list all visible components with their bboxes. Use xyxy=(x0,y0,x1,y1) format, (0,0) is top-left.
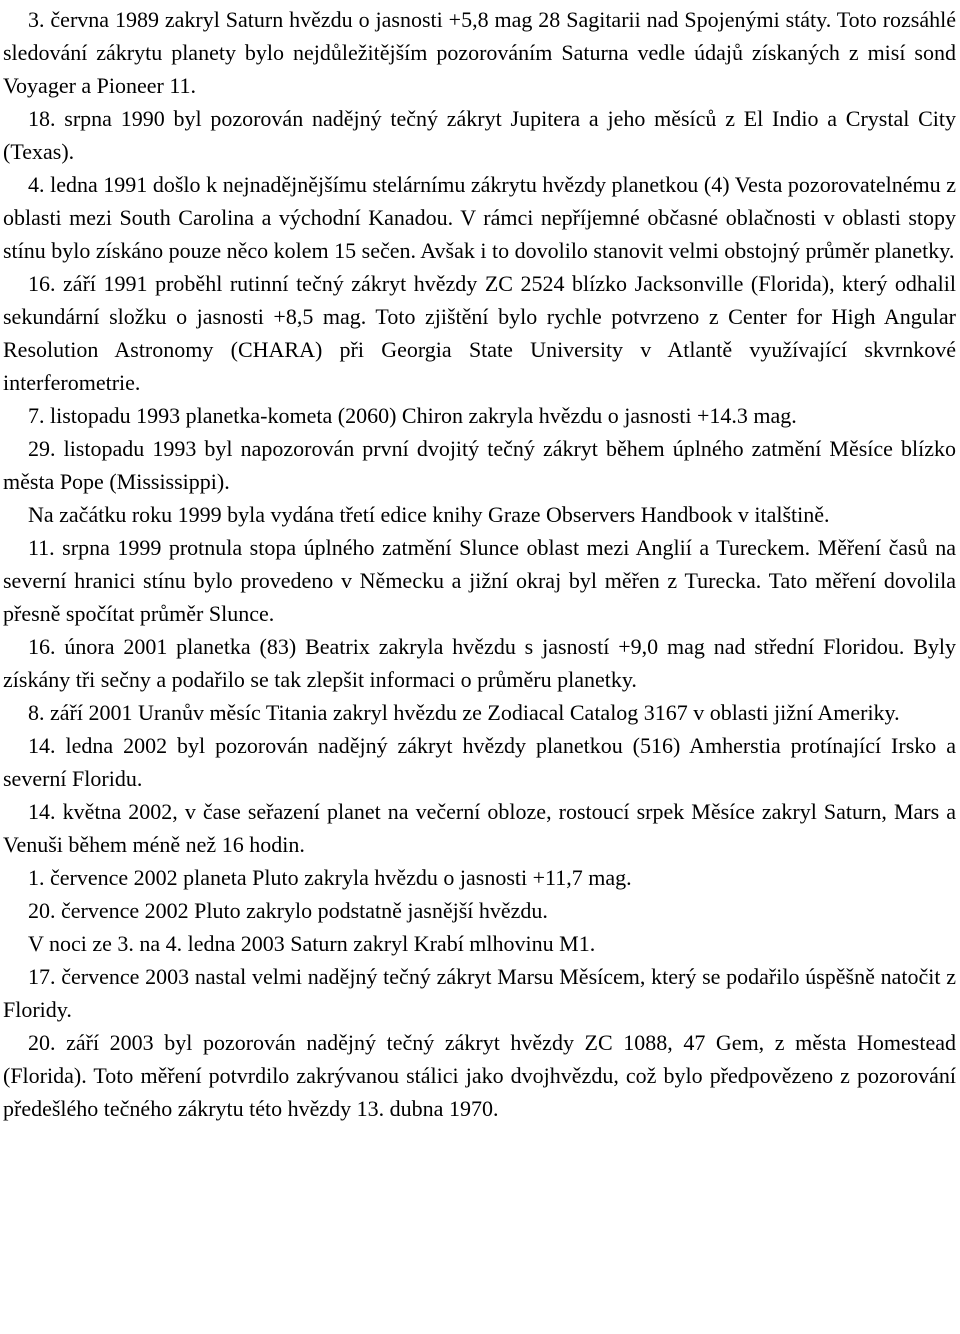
document-page xyxy=(3,3,956,1125)
paragraph-1991-zc2524: 16. září 1991 proběhl rutinní tečný zákryt hvězdy ZC 2524 blízko Jacksonville (Florida), který odhalil sekundární složku o jasnosti +8,5 mag. Toto zjištění bylo rychle potvrzeno z Center for High Angular Resolution Astronomy (CHARA) při Georgia State University v Atlantě využívající skvrnkové interferometrie. xyxy=(3,271,956,395)
paragraph-1993-double-graze: 29. listopadu 1993 byl napozorován první dvojitý tečný zákryt během úplného zatmění Měsíce blízko města Pope (Mississippi). xyxy=(3,436,956,494)
paragraph-2001-titania: 8. září 2001 Uranův měsíc Titania zakryl hvězdu ze Zodiacal Catalog 3167 v oblasti jižní Ameriky. xyxy=(28,700,900,725)
paragraph-2003-crab: V noci ze 3. na 4. ledna 2003 Saturn zakryl Krabí mlhovinu M1. xyxy=(28,931,596,956)
paragraph-1999-handbook: Na začátku roku 1999 byla vydána třetí edice knihy Graze Observers Handbook v italštině. xyxy=(28,502,830,527)
paragraph-1990-jupiter: 18. srpna 1990 byl pozorován nadějný tečný zákryt Jupitera a jeho měsíců z El Indio a Crystal City (Texas). xyxy=(3,106,956,164)
paragraph-1989-saturn: 3. června 1989 zakryl Saturn hvězdu o jasnosti +5,8 mag 28 Sagitarii nad Spojenými státy. Toto rozsáhlé sledování zákrytu planety bylo nejdůležitějším pozorováním Saturna vedle údajů získaných z misí sond Voyager a Pioneer 11. xyxy=(3,7,956,98)
paragraph-2001-beatrix: 16. února 2001 planetka (83) Beatrix zakryla hvězdu s jasností +9,0 mag nad střední Floridou. Byly získány tři sečny a podařilo se tak zlepšit informaci o průměru planetky. xyxy=(3,634,956,692)
paragraph-1993-chiron: 7. listopadu 1993 planetka-kometa (2060) Chiron zakryla hvězdu o jasnosti +14.3 mag. xyxy=(28,403,797,428)
paragraph-1999-eclipse: 11. srpna 1999 protnula stopa úplného zatmění Slunce oblast mezi Anglií a Tureckem. Měření časů na severní hranici stínu bylo provedeno v Německu a jižní okraj byl měřen z Turecka. Tato měření dovolila přesně spočítat průměr Slunce. xyxy=(3,535,956,626)
paragraph-2002-planets: 14. května 2002, v čase seřazení planet na večerní obloze, rostoucí srpek Měsíce zakryl Saturn, Mars a Venuši během méně než 16 hodin. xyxy=(3,799,956,857)
paragraph-2002-pluto-1: 1. července 2002 planeta Pluto zakryla hvězdu o jasnosti +11,7 mag. xyxy=(28,865,632,890)
paragraph-2003-mars: 17. července 2003 nastal velmi nadějný tečný zákryt Marsu Měsícem, který se podařilo úspěšně natočit z Floridy. xyxy=(3,964,956,1022)
paragraph-2002-pluto-2: 20. července 2002 Pluto zakrylo podstatně jasnější hvězdu. xyxy=(28,898,548,923)
paragraph-2002-amherstia: 14. ledna 2002 byl pozorován nadějný zákryt hvězdy planetkou (516) Amherstia protínající Irsko a severní Floridu. xyxy=(3,733,956,791)
paragraph-2003-zc1088: 20. září 2003 byl pozorován nadějný tečný zákryt hvězdy ZC 1088, 47 Gem, z města Homestead (Florida). Toto měření potvrdilo zakrývanou stálici jako dvojhvězdu, což bylo předpovězeno z pozorování předešlého tečného zákrytu této hvězdy 13. dubna 1970. xyxy=(3,1030,956,1121)
paragraph-1991-vesta: 4. ledna 1991 došlo k nejnadějnějšímu stelárnímu zákrytu hvězdy planetkou (4) Vesta pozorovatelnému z oblasti mezi South Carolina a východní Kanadou. V rámci nepříjemné občasné oblačnosti v oblasti stopy stínu bylo získáno pouze něco kolem 15 sečen. Avšak i to dovolilo stanovit velmi obstojný průměr planetky. xyxy=(3,172,956,263)
